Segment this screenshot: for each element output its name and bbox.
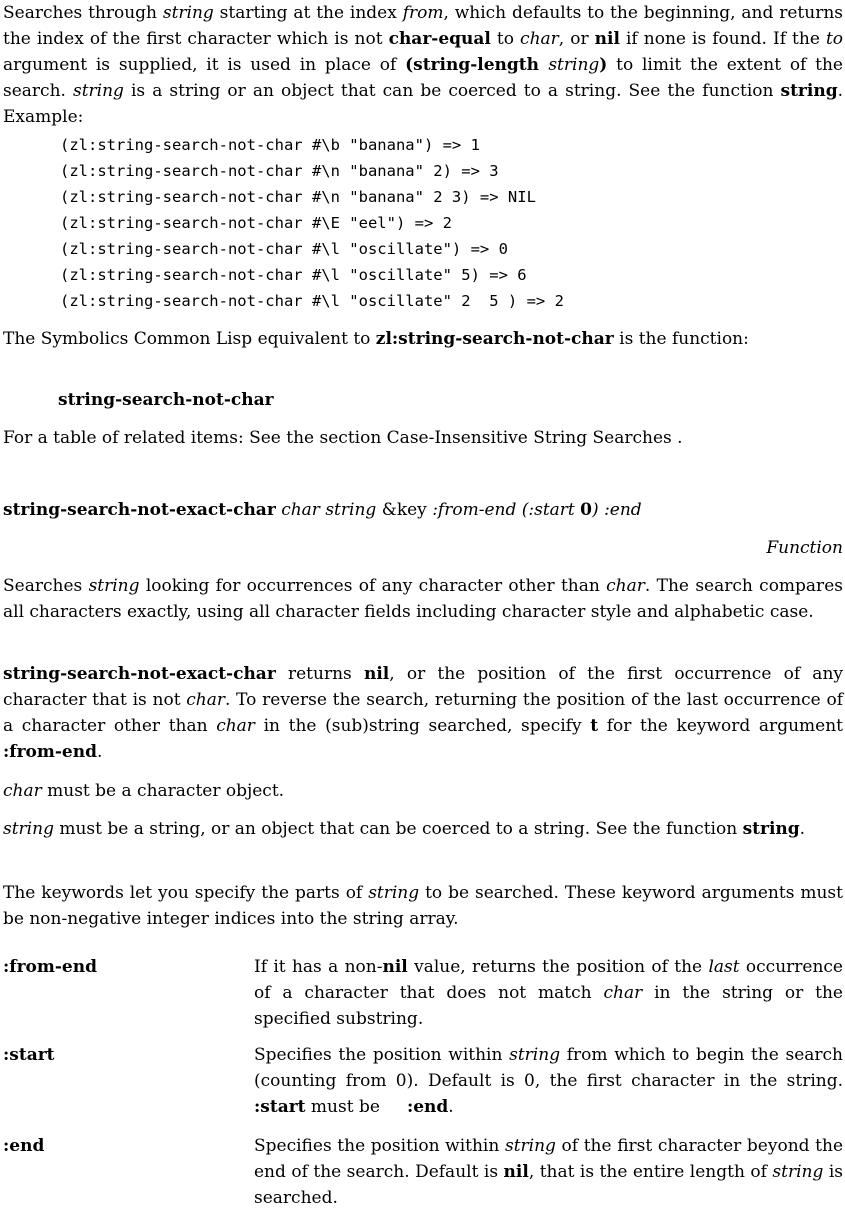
keyword-name: :from-end (3, 957, 97, 977)
description-paragraph-1: Searches string looking for occurrences of any character other than char. The search compares all characters exactly, using all character fields including character style and alphabetic case. (3, 576, 843, 622)
related-paragraph: For a table of related items: See the section Case-Insensitive String Searches . (3, 428, 683, 448)
table-row (3, 954, 843, 1032)
table-row (3, 1133, 843, 1211)
keyword-description: If it has a non-nil value, returns the position of the last occurrence of a character that does not match char in the string or the specified substring. (254, 957, 843, 1029)
function-signature: string-search-not-exact-char char string &key :from-end (:start 0) :end (3, 500, 642, 520)
description-paragraph-3: char must be a character object. (3, 781, 285, 801)
keyword-table-start (3, 1042, 843, 1120)
equivalent-paragraph: The Symbolics Common Lisp equivalent to zl:string-search-not-char is the function: (3, 329, 749, 349)
code-line: (zl:string-search-not-char #\l "oscillate" 2 5 ) => 2 (60, 292, 564, 310)
keyword-description: Specifies the position within string from which to begin the search (counting from 0). Default is 0, the first character in the string. :start must be :end. (254, 1045, 843, 1117)
function-name: string-search-not-exact-char (3, 500, 276, 520)
code-examples (3, 132, 564, 314)
keyword-description: Specifies the position within string of the first character beyond the end of the search. Default is nil, that is the entire length of string is searched. (254, 1136, 844, 1208)
code-line: (zl:string-search-not-char #\E "eel") => 2 (60, 214, 452, 232)
equivalent-symbol: string-search-not-char (58, 390, 274, 410)
description-paragraph-5: The keywords let you specify the parts of string to be searched. These keyword arguments must be non-negative integer indices into the string array. (3, 883, 843, 929)
table-row (3, 1042, 843, 1120)
code-line: (zl:string-search-not-char #\l "oscillate" 5) => 6 (60, 266, 527, 284)
code-line: (zl:string-search-not-char #\n "banana" 2 3) => NIL (60, 188, 536, 206)
keyword-name: :end (3, 1136, 45, 1156)
code-line: (zl:string-search-not-char #\l "oscillate") => 0 (60, 240, 508, 258)
keyword-table-end (3, 1133, 843, 1211)
code-line: (zl:string-search-not-char #\n "banana" 2) => 3 (60, 162, 499, 180)
description-paragraph-4: string must be a string, or an object that can be coerced to a string. See the function string. (3, 819, 806, 839)
intro-paragraph: Searches through string starting at the index from, which defaults to the beginning, and returns the index of the first character which is not char-equal to char, or nil if none is found. If the to argument is supplied, it is used in place of (string-length string) to limit the extent of the search. string is a string or an object that can be coerced to a string. See the function string. Example: (3, 3, 844, 127)
description-paragraph-2: string-search-not-exact-char returns nil, or the position of the first occurrence of any character that is not char. To reverse the search, returning the position of the last occurrence of a character other than char in the (sub)string searched, specify t for the keyword argument :from-end. (3, 664, 843, 762)
related-section-link[interactable]: Case-Insensitive String Searches (386, 428, 672, 448)
keyword-table-from-end (3, 954, 843, 1032)
code-line: (zl:string-search-not-char #\b "banana") => 1 (60, 136, 480, 154)
entry-type: Function (766, 538, 843, 558)
keyword-name: :start (3, 1045, 55, 1065)
